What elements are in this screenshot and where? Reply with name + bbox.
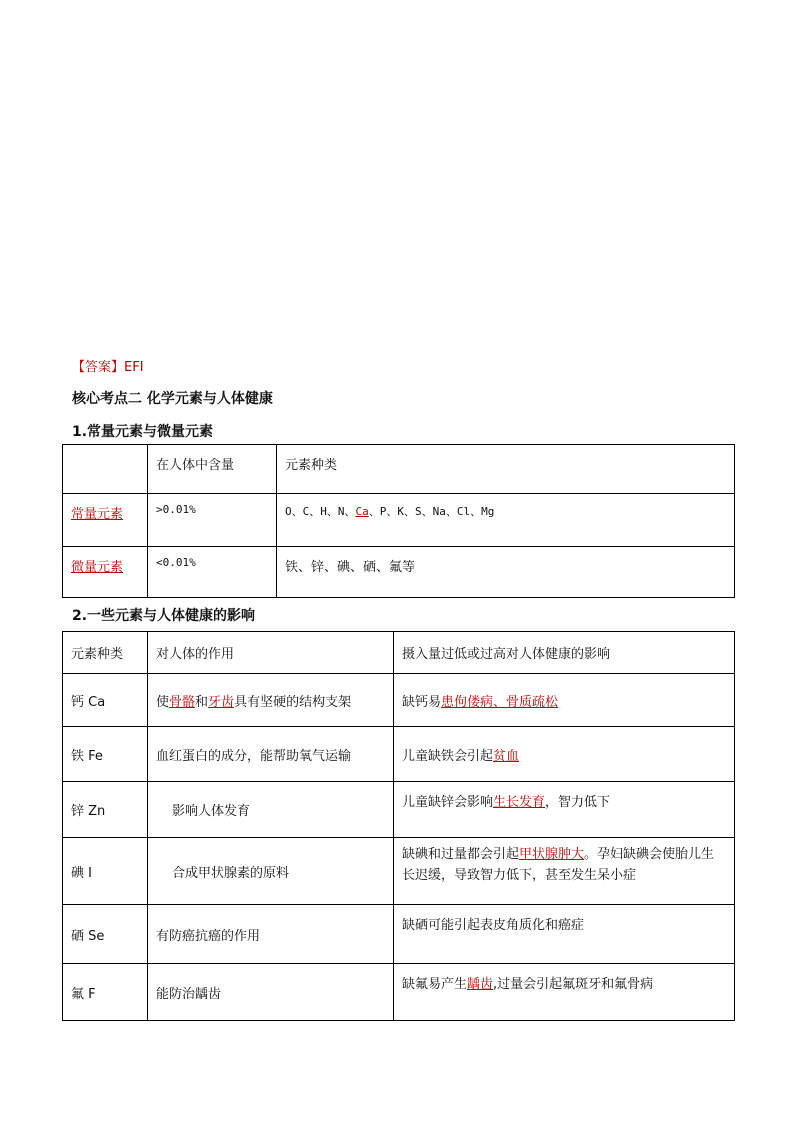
- element-cell: 氟 F: [63, 964, 148, 1021]
- text-span: 。孕妇缺碘会使胎儿生长迟缓，导致智力低下，甚至发生呆小症: [402, 847, 715, 883]
- text-span: O、C、H、N、: [285, 505, 356, 518]
- table-row: [63, 727, 735, 782]
- text-span: 缺钙易: [402, 694, 442, 710]
- effect-cell: 缺硒可能引起表皮角质化和癌症: [394, 905, 735, 964]
- text-span: 、P、K、S、Na、Cl、Mg: [368, 505, 495, 518]
- table-header-row: [63, 445, 735, 494]
- highlight-term: 龋齿: [467, 977, 494, 992]
- table-row: [63, 838, 735, 905]
- subheading-2: 2.一些元素与人体健康的影响: [72, 608, 256, 624]
- content-cell: >0.01%: [148, 494, 277, 547]
- element-category-table: [62, 444, 735, 598]
- highlight-term: 贫血: [493, 748, 520, 764]
- highlight-term: 牙齿: [208, 694, 235, 710]
- element-health-table: [62, 631, 735, 1021]
- highlight-term: 生长发育: [493, 795, 546, 810]
- row-label: [63, 547, 148, 598]
- role-cell: [148, 674, 394, 727]
- header-cell: 元素种类: [63, 632, 148, 674]
- highlight-term: 微量元素: [71, 560, 124, 575]
- role-cell: 血红蛋白的成分，能帮助氧气运输: [148, 727, 394, 782]
- header-cell: [63, 445, 148, 494]
- text-span: ,过量会引起氟斑牙和氟骨病: [493, 977, 654, 992]
- element-cell: 碘 I: [63, 838, 148, 905]
- highlight-term: 常量元素: [71, 507, 124, 522]
- header-cell: 元素种类: [277, 445, 735, 494]
- table-row: [63, 674, 735, 727]
- element-cell: 锌 Zn: [63, 782, 148, 838]
- text-span: ，智力低下: [545, 795, 611, 810]
- effect-cell: [394, 674, 735, 727]
- section-heading: 核心考点二 化学元素与人体健康: [72, 391, 273, 407]
- element-cell: 硒 Se: [63, 905, 148, 964]
- highlight-term: Ca: [355, 505, 369, 518]
- text-span: 使: [156, 694, 170, 710]
- row-label: [63, 494, 148, 547]
- text-span: 缺氟易产生: [402, 977, 468, 992]
- table-row: [63, 964, 735, 1021]
- header-cell: 摄入量过低或过高对人体健康的影响: [394, 632, 735, 674]
- kinds-cell: 铁、锌、碘、硒、氟等: [277, 547, 735, 598]
- table-row: [63, 905, 735, 964]
- text-span: 缺碘和过量都会引起: [402, 847, 520, 862]
- effect-cell: [394, 838, 735, 905]
- table-header-row: [63, 632, 735, 674]
- role-cell: 合成甲状腺素的原料: [148, 838, 394, 905]
- answer-line: 【答案】EFI: [72, 360, 144, 375]
- element-cell: 钙 Ca: [63, 674, 148, 727]
- effect-cell: [394, 782, 735, 838]
- header-cell: 在人体中含量: [148, 445, 277, 494]
- role-cell: 有防癌抗癌的作用: [148, 905, 394, 964]
- effect-cell: [394, 964, 735, 1021]
- text-span: 和: [195, 694, 209, 710]
- highlight-term: 骨质疏松: [506, 694, 559, 710]
- text-span: 具有坚硬的结构支架: [234, 694, 352, 710]
- highlight-term: 患佝偻病: [441, 694, 494, 710]
- effect-cell: [394, 727, 735, 782]
- element-cell: 铁 Fe: [63, 727, 148, 782]
- text-span: 、: [493, 694, 507, 710]
- text-span: 儿童缺锌会影响: [402, 795, 494, 810]
- kinds-cell: [277, 494, 735, 547]
- table-row: [63, 547, 735, 598]
- table-row: [63, 782, 735, 838]
- highlight-term: 甲状腺肿大: [519, 847, 585, 862]
- highlight-term: 骨骼: [169, 694, 196, 710]
- header-cell: 对人体的作用: [148, 632, 394, 674]
- subheading-1: 1.常量元素与微量元素: [72, 424, 214, 440]
- table-row: [63, 494, 735, 547]
- content-cell: <0.01%: [148, 547, 277, 598]
- text-span: 儿童缺铁会引起: [402, 748, 494, 764]
- role-cell: 能防治龋齿: [148, 964, 394, 1021]
- role-cell: 影响人体发育: [148, 782, 394, 838]
